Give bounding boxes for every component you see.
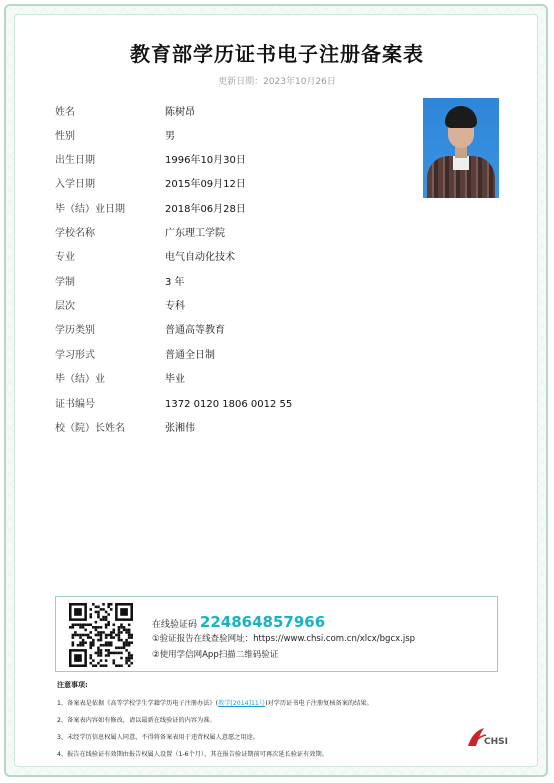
field-label: 毕（结）业日期 <box>55 204 125 215</box>
row-level <box>55 297 415 317</box>
field-label: 学制 <box>55 277 75 288</box>
field-value: 3 年 <box>165 277 185 288</box>
row-birth-date <box>55 151 415 171</box>
row-education-type <box>55 321 415 341</box>
notes-heading: 注意事项: <box>57 681 88 689</box>
verification-code-label: 在线验证码 <box>152 620 198 630</box>
row-name <box>55 103 415 123</box>
field-label: 入学日期 <box>55 179 95 190</box>
chsi-logo-text: CHSI <box>484 737 508 747</box>
row-gender <box>55 127 415 147</box>
page-title: 教育部学历证书电子注册备案表 <box>130 42 424 66</box>
notes-section <box>57 680 497 766</box>
qr-code-icon[interactable] <box>68 603 134 667</box>
field-value: 普通高等教育 <box>165 325 225 336</box>
row-president <box>55 419 415 439</box>
field-label: 出生日期 <box>55 155 95 166</box>
field-label: 性别 <box>55 131 75 142</box>
student-photo <box>423 98 499 198</box>
verification-code: 224864857966 <box>199 613 326 631</box>
field-value: 2018年06月28日 <box>165 204 246 215</box>
field-label: 学习形式 <box>55 350 95 361</box>
row-certificate-number <box>55 395 415 415</box>
row-major <box>55 248 415 268</box>
regulation-link[interactable]: 教学[2014]11号 <box>218 700 266 707</box>
field-value: 陈树昂 <box>165 107 195 118</box>
field-value: 2015年09月12日 <box>165 179 246 190</box>
field-label: 层次 <box>55 301 75 312</box>
note-item: 4、报告在线验证有效期由报告权属人设置（1-6个月），其在报告验证期前可再次延长验证有效期。 <box>57 751 328 758</box>
field-value: 1372 0120 1806 0012 55 <box>165 399 293 410</box>
field-value: 专科 <box>165 301 185 312</box>
field-label: 专业 <box>55 252 75 263</box>
field-value: 广东理工学院 <box>165 228 225 239</box>
field-value: 1996年10月30日 <box>165 155 246 166</box>
row-school <box>55 224 415 244</box>
field-label: 学历类别 <box>55 325 95 336</box>
field-value: 普通全日制 <box>165 350 215 361</box>
field-label: 姓名 <box>55 107 75 118</box>
app-scan-line: ②使用学信网App扫描二维码验证 <box>152 650 279 660</box>
row-completion <box>55 370 415 390</box>
field-value: 电气自动化技术 <box>165 252 235 263</box>
row-duration <box>55 273 415 293</box>
field-value: 男 <box>165 131 175 142</box>
note-item: 2、备案表内容如有修改，请以最新在线验证的内容为准。 <box>57 717 216 724</box>
field-label: 证书编号 <box>55 399 95 410</box>
field-label: 学校名称 <box>55 228 95 239</box>
note-text: 1、备案表是依据《高等学校学生学籍学历电子注册办法》( <box>57 700 219 707</box>
note-text: )对学历证书电子注册复核备案的结果。 <box>265 700 373 707</box>
field-label: 校（院）长姓名 <box>55 423 125 434</box>
row-graduation-date <box>55 200 415 220</box>
verification-url-line[interactable]: ①验证报告在线查验网址：https://www.chsi.com.cn/xlcx/bgcx.jsp <box>152 634 416 644</box>
field-label: 毕（结）业 <box>55 374 105 385</box>
field-value: 张湘伟 <box>165 423 195 434</box>
verification-panel <box>55 596 498 672</box>
row-enroll-date <box>55 175 415 195</box>
field-value: 毕业 <box>165 374 185 385</box>
note-item: 3、未经学历信息权属人同意，不得将备案表用于违背权属人意愿之用途。 <box>57 734 259 741</box>
note-item <box>57 698 497 707</box>
updated-date: 更新日期：2023年10月26日 <box>218 77 336 87</box>
verification-code-line <box>152 613 325 631</box>
row-study-form <box>55 346 415 366</box>
